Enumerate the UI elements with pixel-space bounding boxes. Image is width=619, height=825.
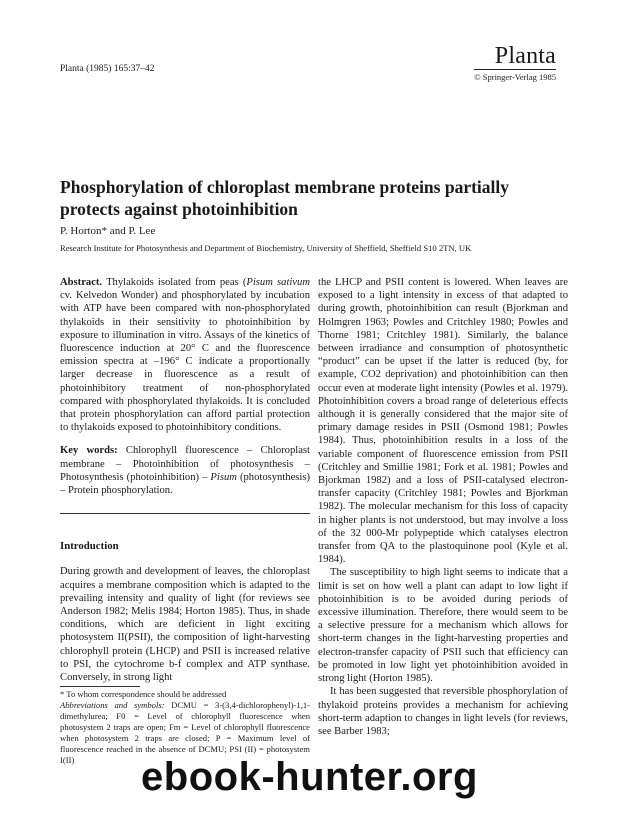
journal-masthead [474, 44, 556, 82]
abstract-text-2: cv. Kelvedon Wonder) and phosphorylated by incubation with ATP have been compared with non-phosphorylated thylakoids in their sensitivity to photoinhibition by exposure to illumination in vitro. Assays of the kinetics of fluorescence induction at 20° C and the fluorescence emission spectra at –196° C indicate a proportionally larger decrease in fluorescence as a result of photoinhibitory treatment of non-phosphorylated compared with phosphorylated thylakoids. It is concluded that protein phosphorylation can afford partial protection to thylakoids exposed to photoinhibitory conditions. [60, 290, 310, 434]
keywords-label: Key words: [60, 445, 118, 457]
body-paragraph: the LHCP and PSII content is lowered. When leaves are exposed to a light intensity in excess of that adapted to during growth, photoinhibition can result (Bjorkman and Holmgren 1963; Powles and Critchley 1980; Powles and Thorne 1981; Critchley 1981). Similarly, the balance between irradiance and consumption of photosynthetic “product” can be upset if the latter is reduced (by, for example, CO2 deprivation) and photoinhibition can then occur even at moderate light intensity (Powles et al. 1979). Photoinhibition covers a broad range of deleterious effects although it is generally considered that the major site of primary damage resides in PSII (Osmond 1981; Powles 1984). Thus, photoinhibition results in a loss of the variable component of fluorescence emission from PSII (Critchley and Smillie 1981; Fork et al. 1981; Powles and Bjorkman 1982) and a loss of PSII-catalysed electron-transfer capacity (Critchley 1981; Powles and Bjorkman 1982). The molecular mechanism for this loss of capacity in higher plants is not understood, but may involve a loss of the 32 000-Mr polypeptide which catalyses electron transfer from QA to the plastoquinone pool (Kyle et al. 1984). [318, 277, 568, 566]
abbreviations-label: Abbreviations and symbols: [60, 700, 165, 711]
keywords-text-2: (photosynthesis) – Protein phosphorylation. [60, 471, 310, 497]
publisher-line: © Springer-Verlag 1985 [474, 72, 556, 82]
keywords-genus: Pisum [210, 471, 237, 483]
author-affiliation: Research Institute for Photosynthesis and Department of Biochemistry, University of Sheffield, Sheffield S10 2TN, UK [60, 243, 472, 253]
keywords [60, 444, 310, 497]
body-paragraph: It has been suggested that reversible phosphorylation of thylakoid proteins provides a mechanism for achieving short-term adaption to changes in light levels (for reviews, see Barber 1983; [318, 686, 568, 737]
abstract-label: Abstract. [60, 277, 103, 288]
abstract [60, 276, 310, 434]
right-column [318, 276, 568, 738]
left-column [60, 276, 310, 766]
correspondence-footnote: * To whom correspondence should be addressed [60, 689, 227, 700]
article-authors: P. Horton* and P. Lee [60, 225, 156, 237]
keywords-text-1: Chlorophyll fluorescence – Chloroplast membrane – Photoinhibition of photosynthesis – Photosynthesis (photoinhibition) – [60, 445, 310, 483]
introduction-heading: Introduction [60, 540, 119, 553]
abstract-text-1: Thylakoids isolated from peas ( [102, 277, 247, 288]
footnote-rule [60, 686, 140, 687]
journal-name: Planta [494, 43, 556, 69]
article-title: Phosphorylation of chloroplast membrane proteins partially protects against photoinhibition [60, 177, 510, 219]
abstract-species: Pisum sativum [246, 277, 310, 288]
watermark-text: ebook-hunter.org [141, 755, 478, 799]
abbreviations-text: DCMU = 3-(3,4-dichlorophenyl)-1,1-dimethylurea; F0 = Level of chlorophyll fluorescence when photosystem 2 traps are open; Fm = Level of chlorophyll fluorescence when photosystem 2 traps are closed; P = Maximum level of fluorescence reached in the absence of DCMU; PSI (II) = photosystem I(II) [60, 700, 310, 766]
masthead-rule [474, 69, 556, 70]
journal-citation: Planta (1985) 165:37–42 [60, 64, 155, 74]
introduction-paragraph: During growth and development of leaves, the chloroplast acquires a membrane composition which is adapted to the prevailing intensity and quality of light (for reviews see Anderson 1982; Melis 1984; Horton 1985). Thus, in shade conditions, which are deficient in light exciting photosystem II(PSII), the composition of light-harvesting chlorophyll protein (LHCP) and PSII is increased relative to PSI, the cytochrome b-f complex and ATP synthase. Conversely, in strong light [60, 566, 310, 684]
body-paragraph: The susceptibility to high light seems to indicate that a limit is set on how well a plant can adapt to low light if photoinhibition is to be avoided during periods of excessive illumination. Therefore, there would seem to be a selective pressure for a mechanism which allows for short-term changes in the light-harvesting properties and electron-transfer capacity of PSII such that efficiency can be promoted in low light yet photoinhibition avoided in strong light (Horton 1985). [318, 567, 568, 685]
section-divider [60, 513, 310, 514]
